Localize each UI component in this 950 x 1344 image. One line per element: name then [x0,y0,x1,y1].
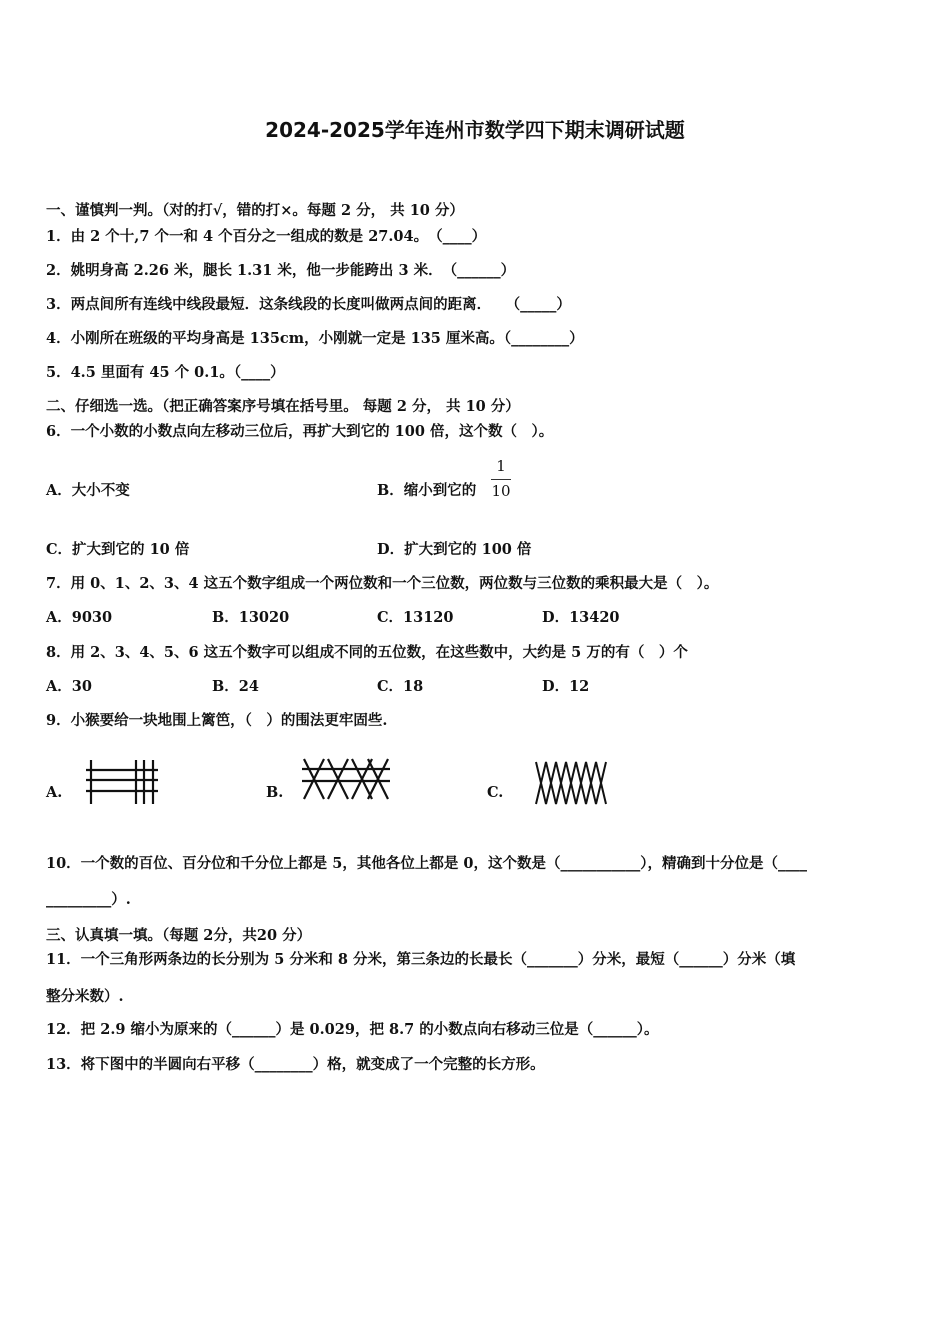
section-1-heading: 一、谨慎判一判。（对的打√，错的打×。每题 2 分， 共 10 分） [46,202,464,219]
fence-a-figure [84,758,160,806]
fraction-denominator: 10 [491,482,511,500]
question-7-option-a: A．9030 [46,609,113,626]
question-8-option-d: D．12 [542,678,590,695]
question-12: 12．把 2.9 缩小为原来的（______）是 0.029，把 8.7 的小数点向右移动三位是（______）。 [46,1021,659,1038]
section-2-heading: 二、仔细选一选。（把正确答案序号填在括号里。 每题 2 分， 共 10 分） [46,398,520,415]
question-6-option-a: A．大小不变 [46,482,130,499]
fraction-numerator: 1 [496,457,506,475]
question-7-option-c: C．13120 [377,609,454,626]
section-3-heading: 三、认真填一填。（每题 2分，共20 分） [46,927,312,944]
question-7-option-b: B．13020 [212,609,290,626]
page-title: 2024-2025学年连州市数学四下期末调研试题 [265,118,685,142]
question-7-stem: 7．用 0、1、2、3、4 这五个数字组成一个两位数和一个三位数，两位数与三位数的乘积最大是（ ）。 [46,575,719,592]
fence-c-figure [534,760,608,806]
question-9-stem: 9．小猴要给一块地围上篱笆，（ ）的围法更牢固些. [46,712,388,729]
question-7-option-d: D．13420 [542,609,620,626]
question-11-line-2: 整分米数）. [46,988,124,1005]
question-5: 5．4.5 里面有 45 个 0.1。（____） [46,364,285,381]
question-3: 3．两点间所有连线中线段最短．这条线段的长度叫做两点间的距离． （_____） [46,296,571,313]
question-8-option-a: A．30 [46,678,92,695]
question-6-option-b: B．缩小到它的 [377,482,477,499]
fence-b-figure [302,757,390,801]
question-13: 13．将下图中的半圆向右平移（________）格，就变成了一个完整的长方形。 [46,1056,545,1073]
fraction-bar [491,479,511,480]
question-10-line-2: _________）. [46,891,131,908]
question-6-option-d: D．扩大到它的 100 倍 [377,541,532,558]
question-6-option-c: C．扩大到它的 10 倍 [46,541,190,558]
question-4: 4．小刚所在班级的平均身高是 135cm，小刚就一定是 135 厘米高。（________） [46,330,584,347]
question-9-option-a: A. [46,784,63,801]
question-8-option-b: B．24 [212,678,259,695]
question-11-line-1: 11．一个三角形两条边的长分别为 5 分米和 8 分米，第三条边的长最长（_______）分米，最短（______）分米（填 [46,951,796,968]
question-9-option-c: C. [487,784,504,801]
question-1: 1．由 2 个十,7 个一和 4 个百分之一组成的数是 27.04。 （____） [46,228,487,245]
question-8-option-c: C．18 [377,678,424,695]
question-9-option-b: B. [266,784,284,801]
question-8-stem: 8．用 2、3、4、5、6 这五个数字可以组成不同的五位数，在这些数中，大约是 5 万的有（ ）个 [46,644,688,661]
question-10-line-1: 10．一个数的百位、百分位和千分位上都是 5，其他各位上都是 0，这个数是（___________），精确到十分位是（____ [46,855,807,872]
question-6-stem: 6．一个小数的小数点向左移动三位后，再扩大到它的 100 倍，这个数（ ）。 [46,423,554,440]
question-2: 2．姚明身高 2.26 米，腿长 1.31 米，他一步能跨出 3 米． （______） [46,262,516,279]
